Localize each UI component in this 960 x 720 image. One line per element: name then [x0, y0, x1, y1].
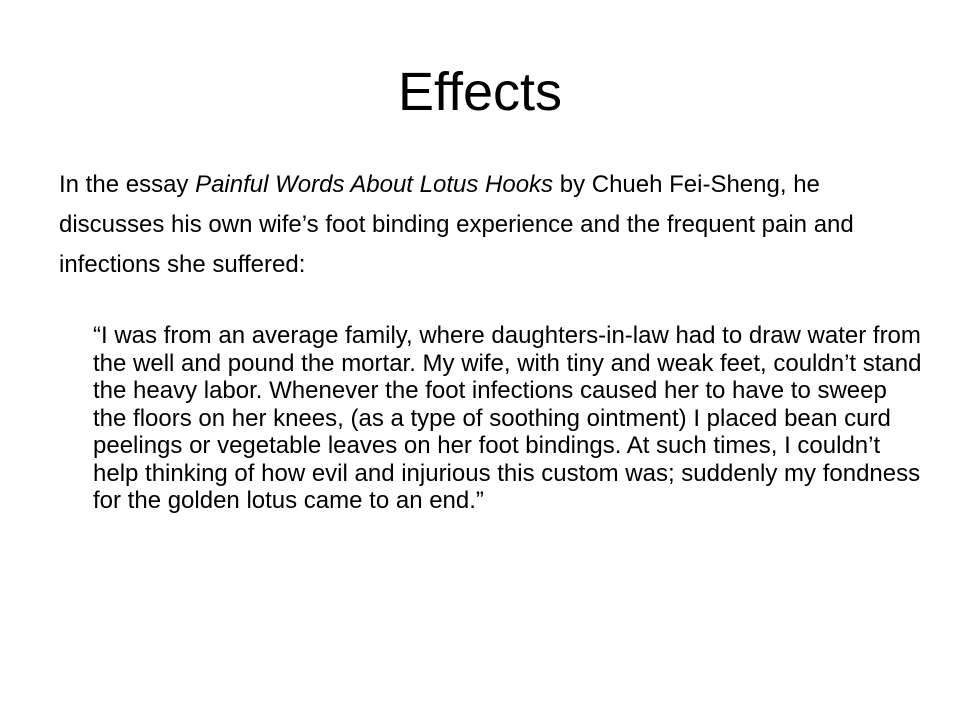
intro-paragraph — [59, 165, 889, 285]
block-quote: “I was from an average family, where daughters-in-law had to draw water from the well and pound the mortar. My wife, with tiny and weak feet, couldn’t stand the heavy labor. Whenever the foot infections caused her to have to sweep the floors on her knees, (as a type of soothing ointment) I placed bean curd peelings or vegetable leaves on her foot bindings. At such times, I couldn’t help thinking of how evil and injurious this custom was; suddenly my fondness for the golden lotus came to an end.” — [93, 322, 922, 514]
slide-title: Effects — [397, 62, 563, 122]
intro-prefix: In the essay — [59, 171, 196, 198]
essay-title: Painful Words About Lotus Hooks — [195, 171, 554, 198]
intro-suffix: by Chueh Fei-Sheng, he discusses his own wife’s foot binding experience and the frequent pain and infections she suffered: — [59, 171, 854, 278]
